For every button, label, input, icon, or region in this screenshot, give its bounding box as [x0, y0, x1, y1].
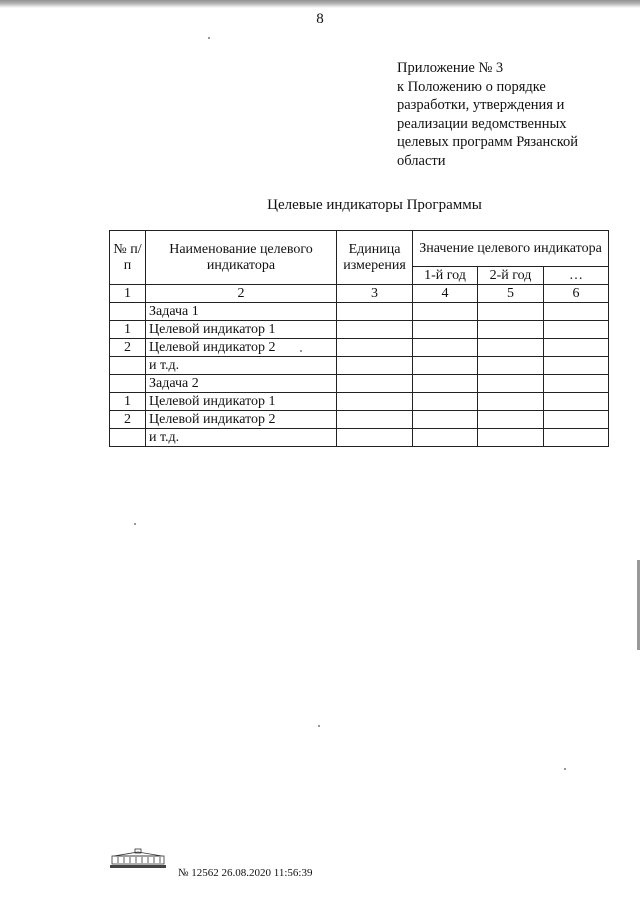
table-title: Целевые индикаторы Программы: [267, 197, 482, 213]
empty-cell: [544, 357, 609, 375]
empty-cell: [478, 303, 544, 321]
row-name: Целевой индикатор 2: [146, 339, 337, 357]
column-number: 3: [337, 285, 413, 303]
empty-cell: [544, 339, 609, 357]
column-number: 5: [478, 285, 544, 303]
appendix-line: Приложение № 3: [397, 60, 504, 76]
appendix-line: области: [397, 152, 446, 169]
empty-cell: [478, 339, 544, 357]
row-num: 1: [110, 321, 146, 339]
row-name: Задача 2: [146, 375, 337, 393]
government-building-stamp-icon: [108, 848, 168, 870]
empty-cell: [413, 339, 478, 357]
empty-cell: [337, 429, 413, 447]
scan-edge-top: [0, 0, 640, 8]
table-row: [110, 339, 609, 357]
empty-cell: [478, 411, 544, 429]
appendix-block: [397, 59, 607, 170]
table-row: [110, 393, 609, 411]
registration-stamp: № 12562 26.08.2020 11:56:39: [178, 867, 313, 879]
empty-cell: [544, 375, 609, 393]
appendix-line: реализации ведомственных: [397, 115, 567, 132]
empty-cell: [337, 393, 413, 411]
empty-cell: [337, 357, 413, 375]
header-num: № п/п: [110, 231, 146, 285]
row-name: Целевой индикатор 1: [146, 321, 337, 339]
column-number: 4: [413, 285, 478, 303]
header-value: Значение целевого индикатора: [413, 231, 609, 267]
row-name: Целевой индикатор 2: [146, 411, 337, 429]
empty-cell: [337, 375, 413, 393]
header-name: Наименование целевого индикатора: [146, 231, 337, 285]
row-num: 1: [110, 393, 146, 411]
page-number: 8: [316, 11, 324, 27]
row-num: [110, 357, 146, 375]
table-row: [110, 375, 609, 393]
empty-cell: [544, 393, 609, 411]
row-name: и т.д.: [146, 429, 337, 447]
empty-cell: [544, 321, 609, 339]
empty-cell: [337, 339, 413, 357]
table-row: [110, 321, 609, 339]
empty-cell: [413, 411, 478, 429]
header-more: …: [544, 267, 609, 285]
row-num: [110, 303, 146, 321]
empty-cell: [413, 357, 478, 375]
empty-cell: [544, 303, 609, 321]
header-year2: 2-й год: [478, 267, 544, 285]
appendix-line: разработки, утверждения и: [397, 97, 565, 113]
scan-speck: [208, 37, 210, 39]
empty-cell: [337, 411, 413, 429]
table-header-row: [110, 231, 609, 267]
row-num: [110, 375, 146, 393]
empty-cell: [413, 375, 478, 393]
empty-cell: [478, 393, 544, 411]
empty-cell: [413, 303, 478, 321]
row-name: Целевой индикатор 1: [146, 393, 337, 411]
row-num: 2: [110, 411, 146, 429]
scan-speck: [318, 725, 320, 727]
empty-cell: [478, 429, 544, 447]
scan-speck: [134, 523, 136, 525]
empty-cell: [544, 411, 609, 429]
scan-speck: [300, 350, 302, 352]
column-number: 6: [544, 285, 609, 303]
empty-cell: [413, 429, 478, 447]
table-row: [110, 357, 609, 375]
column-number-row: [110, 285, 609, 303]
appendix-line: целевых программ Рязанской: [397, 134, 579, 150]
row-name: Задача 1: [146, 303, 337, 321]
table-row: [110, 429, 609, 447]
empty-cell: [337, 303, 413, 321]
empty-cell: [413, 393, 478, 411]
empty-cell: [413, 321, 478, 339]
empty-cell: [478, 375, 544, 393]
scan-speck: [564, 768, 566, 770]
appendix-line: к Положению о порядке: [397, 78, 546, 95]
row-num: [110, 429, 146, 447]
header-unit: Единица измерения: [337, 231, 413, 285]
row-name: и т.д.: [146, 357, 337, 375]
empty-cell: [544, 429, 609, 447]
indicators-table: [109, 230, 609, 447]
column-number: 1: [110, 285, 146, 303]
table-row: [110, 411, 609, 429]
row-num: 2: [110, 339, 146, 357]
empty-cell: [478, 321, 544, 339]
empty-cell: [337, 321, 413, 339]
table-row: [110, 303, 609, 321]
empty-cell: [478, 357, 544, 375]
header-year1: 1-й год: [413, 267, 478, 285]
column-number: 2: [146, 285, 337, 303]
